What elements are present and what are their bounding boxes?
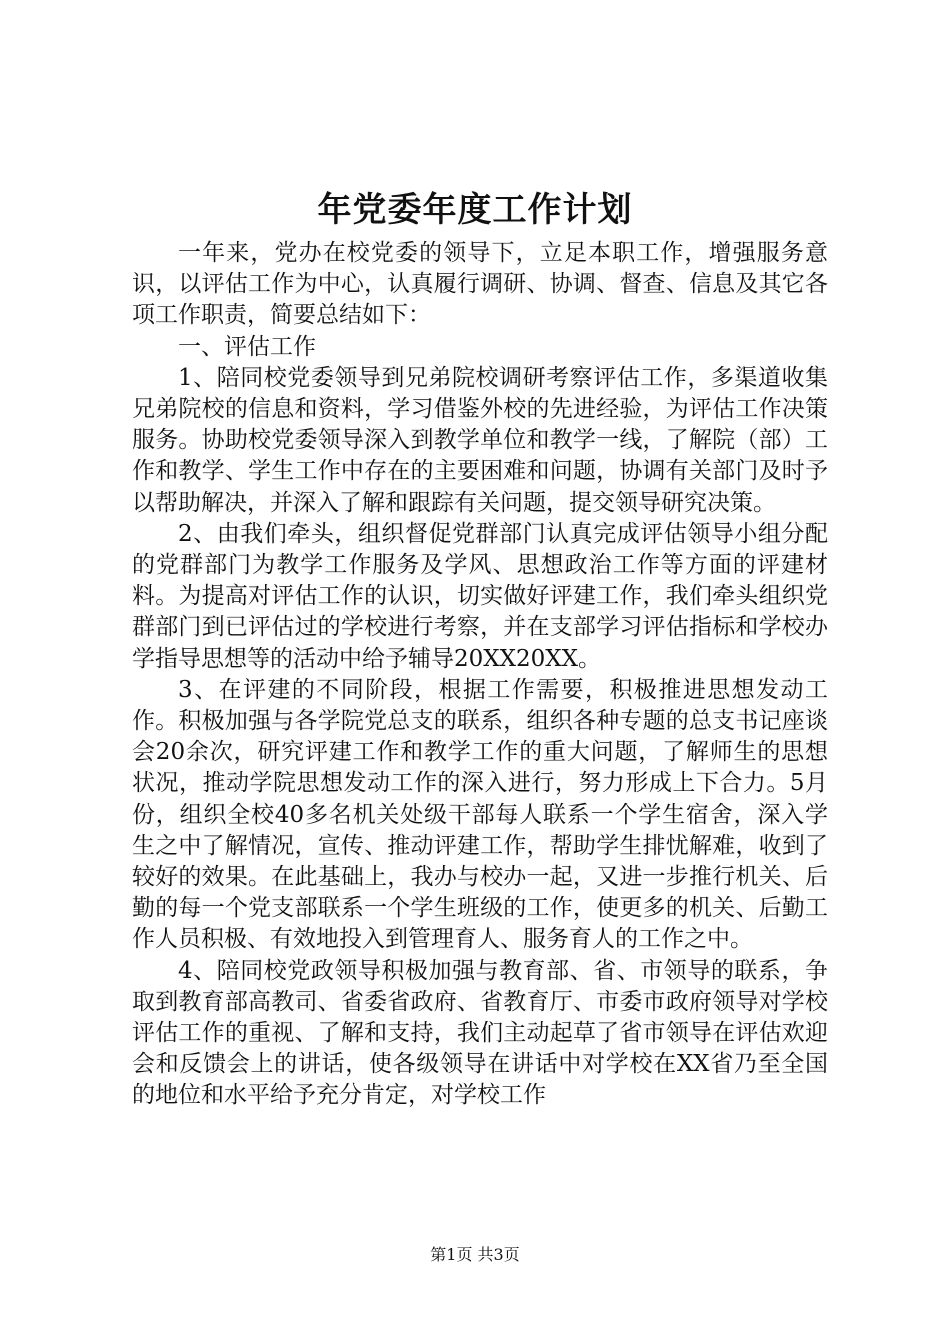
item-paragraph-2: 2、由我们牵头，组织督促党群部门认真完成评估领导小组分配的党群部门为教学工作服务及学风、思想政治工作等方面的评建材料。为提高对评估工作的认识，切实做好评建工作，我们牵头组织党群部门到已评估过的学校进行考察，并在支部学习评估指标和学校办学指导思想等的活动中给予辅导20XX20XX。 (132, 520, 828, 672)
section-heading-evaluation: 一、评估工作 (178, 333, 316, 360)
item-paragraph-1: 1、陪同校党委领导到兄弟院校调研考察评估工作，多渠道收集兄弟院校的信息和资料，学习借鉴外校的先进经验，为评估工作决策服务。协助校党委领导深入到教学单位和教学一线，了解院（部）工作和教学、学生工作中存在的主要困难和问题，协调有关部门及时予以帮助解决，并深入了解和跟踪有关问题，提交领导研究决策。 (132, 364, 828, 516)
item-paragraph-3: 3、在评建的不同阶段，根据工作需要，积极推进思想发动工作。积极加强与各学院党总支的联系，组织各种专题的总支书记座谈会20余次，研究评建工作和教学工作的重大问题，了解师生的思想状况，推动学院思想发动工作的深入进行，努力形成上下合力。5月份，组织全校40多名机关处级干部每人联系一个学生宿舍，深入学生之中了解情况，宣传、推动评建工作，帮助学生排忧解难，收到了较好的效果。在此基础上，我办与校办一起，又进一步推行机关、后勤的每一个党支部联系一个学生班级的工作，使更多的机关、后勤工作人员积极、有效地投入到管理育人、服务育人的工作之中。 (132, 676, 828, 953)
intro-paragraph: 一年来，党办在校党委的领导下，立足本职工作，增强服务意识，以评估工作为中心，认真履行调研、协调、督查、信息及其它各项工作职责，简要总结如下： (132, 240, 828, 329)
item-paragraph-4: 4、陪同校党政领导积极加强与教育部、省、市领导的联系，争取到教育部高教司、省委省政府、省教育厅、市委市政府领导对学校评估工作的重视、了解和支持，我们主动起草了省市领导在评估欢迎会和反馈会上的讲话，使各级领导在讲话中对学校在XX省乃至全国的地位和水平给予充分肯定，对学校工作 (132, 957, 828, 1109)
document-title: 年党委年度工作计划 (317, 190, 633, 230)
document-body (132, 238, 828, 1112)
page-number-footer: 第1页 共3页 (430, 1245, 520, 1264)
